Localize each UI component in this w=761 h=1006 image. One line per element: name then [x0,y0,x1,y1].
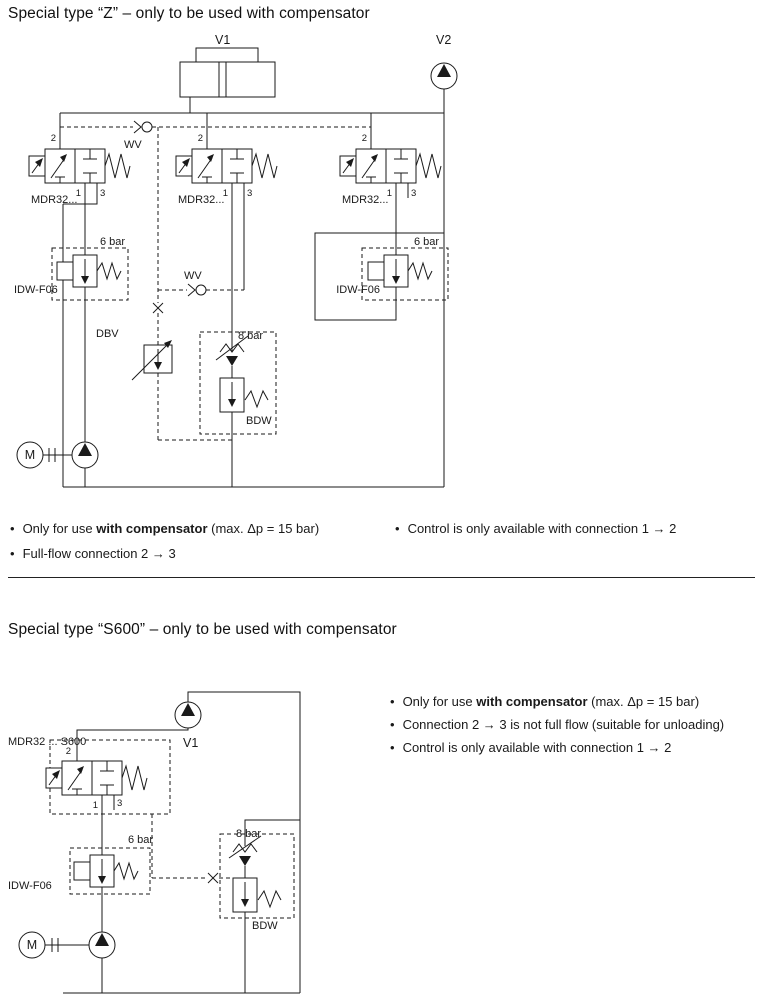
diagram-s600 [8,692,300,993]
label-port1-3: 1 [386,188,392,199]
label-port3-3: 3 [411,188,417,199]
plug-x-mark-s600 [208,873,218,883]
label-motor-s600: M [26,938,38,952]
label-wv-top: WV [124,139,142,151]
section-z-title: Special type “Z” – only to be used with compensator [8,5,370,22]
bullet-text: Connection 2 → 3 is not full flow (suitable for unloading) [402,717,725,732]
cylinder-v1 [180,48,275,97]
bullet-text: Only for use with compensator (max. Δp = 15 bar) [402,694,700,709]
label-v1-s600: V1 [183,736,199,750]
bullet-dot: • [395,521,400,536]
label-mdr32-3: MDR32... [342,194,389,206]
section-s600-bullets [390,694,758,763]
pump-main-s600 [89,932,115,958]
valve-bdw [216,336,268,412]
valve-bdw-s600 [229,836,281,912]
section-s600-title: Special type “S600” – only to be used with compensator [8,621,397,638]
label-6bar-right: 6 bar [414,236,440,248]
bullet-item [10,521,382,536]
bullet-item [10,546,382,561]
label-idw-right: IDW-F06 [336,284,380,296]
label-port1-1: 1 [75,188,81,199]
label-idw-left: IDW-F06 [14,284,58,296]
bullet-dot: • [390,740,395,755]
label-port1-2: 1 [222,188,228,199]
label-8bar: 8 bar [238,330,264,342]
check-valve-wv-mid [188,284,206,296]
valve-dbv [132,340,172,380]
plug-x-mark [153,303,163,313]
relief-valve-idw-right [368,255,432,287]
bullet-dot: • [10,546,15,561]
bullet-item [390,694,758,709]
label-dbv: DBV [96,328,119,340]
label-port2-s600: 2 [65,746,71,757]
bullet-text: Full-flow connection 2 → 3 [22,546,176,561]
relief-valve-idw-left [57,255,121,287]
label-motor-z: M [24,448,36,462]
bullet-item [390,740,758,755]
bullet-text: Control is only available with connection 1 → 2 [402,740,672,755]
section-z-bullets-left [10,521,382,571]
label-v2: V2 [436,33,452,47]
pump-v2 [431,63,457,89]
bullet-dot: • [10,521,15,536]
bullet-item [390,717,758,732]
relief-valve-idw-s600 [74,855,138,887]
label-port3-1: 3 [100,188,106,199]
label-6bar-s600: 6 bar [128,834,154,846]
pump-main-z [72,442,98,468]
label-wv-mid: WV [184,270,202,282]
label-8bar-s600: 8 bar [236,828,262,840]
bullet-dot: • [390,717,395,732]
label-port2-3: 2 [361,133,367,144]
label-port3-2: 3 [247,188,253,199]
label-mdr32-1: MDR32... [31,194,78,206]
label-bdw: BDW [246,415,272,427]
label-port3-s600: 3 [117,798,123,809]
label-v1: V1 [215,33,231,47]
bullet-text: Control is only available with connection 1 → 2 [407,521,677,536]
bullet-item [395,521,753,536]
label-port2-1: 2 [50,133,56,144]
label-idw-s600: IDW-F06 [8,880,52,892]
bullet-text: Only for use with compensator (max. Δp = 15 bar) [22,521,320,536]
diagram-z [14,33,457,487]
bullet-dot: • [390,694,395,709]
pump-v1-s600 [175,702,201,728]
label-port2-2: 2 [197,133,203,144]
label-bdw-s600: BDW [252,920,278,932]
label-model-s600: MDR32 ... S600 [8,736,87,748]
label-port1-s600: 1 [92,800,98,811]
section-z-bullets-right [395,521,753,546]
label-mdr32-2: MDR32... [178,194,225,206]
label-6bar-left: 6 bar [100,236,126,248]
check-valve-wv-top [134,121,152,133]
